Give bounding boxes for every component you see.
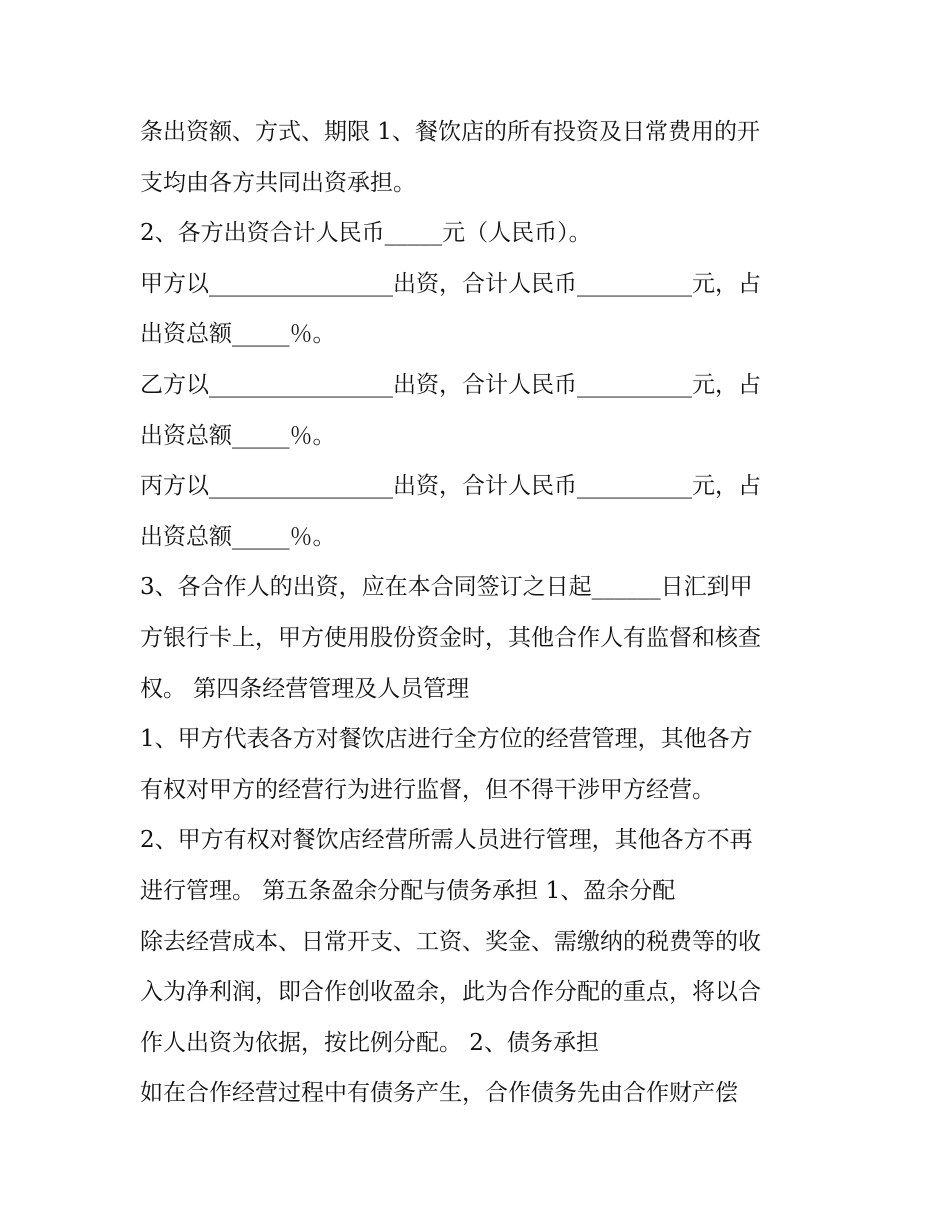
- text-line: 2、甲方有权对餐饮店经营所需人员进行管理，其他各方不再: [140, 827, 753, 854]
- text-line: 作人出资为依据，按比例分配。 2、债务承担: [140, 1029, 599, 1056]
- text-line: 进行管理。 第五条盈余分配与债务承担 1、盈余分配: [140, 877, 676, 904]
- text-line: 出资总额_____％。: [140, 523, 336, 550]
- text-line: 除去经营成本、日常开支、工资、奖金、需缴纳的税费等的收: [140, 928, 761, 955]
- text-line: 甲方以________________出资，合计人民币__________元，占: [140, 270, 761, 297]
- text-line: 权。 第四条经营管理及人员管理: [140, 675, 470, 702]
- text-line: 如在合作经营过程中有债务产生，合作债务先由合作财产偿: [140, 1080, 738, 1107]
- text-line: 方银行卡上，甲方使用股份资金时，其他合作人有监督和核查: [140, 624, 761, 651]
- text-line: 2、各方出资合计人民币_____元（人民币）。: [140, 220, 592, 247]
- text-line: 出资总额_____％。: [140, 321, 336, 348]
- text-line: 有权对甲方的经营行为进行监督，但不得干涉甲方经营。: [140, 776, 715, 803]
- text-line: 乙方以________________出资，合计人民币__________元，占: [140, 371, 761, 398]
- text-line: 丙方以________________出资，合计人民币__________元，占: [140, 473, 761, 500]
- text-line: 入为净利润，即合作创收盈余，此为合作分配的重点，将以合: [140, 979, 761, 1006]
- text-line: 出资总额_____％。: [140, 422, 336, 449]
- text-line: 1、甲方代表各方对餐饮店进行全方位的经营管理，其他各方: [140, 726, 753, 753]
- text-line: 支均由各方共同出资承担。: [140, 169, 416, 196]
- text-line: 3、各合作人的出资，应在本合同签订之日起______日汇到甲: [140, 574, 753, 601]
- text-line: 条出资额、方式、期限 1、餐饮店的所有投资及日常费用的开: [140, 119, 760, 145]
- document-body: [140, 107, 820, 1119]
